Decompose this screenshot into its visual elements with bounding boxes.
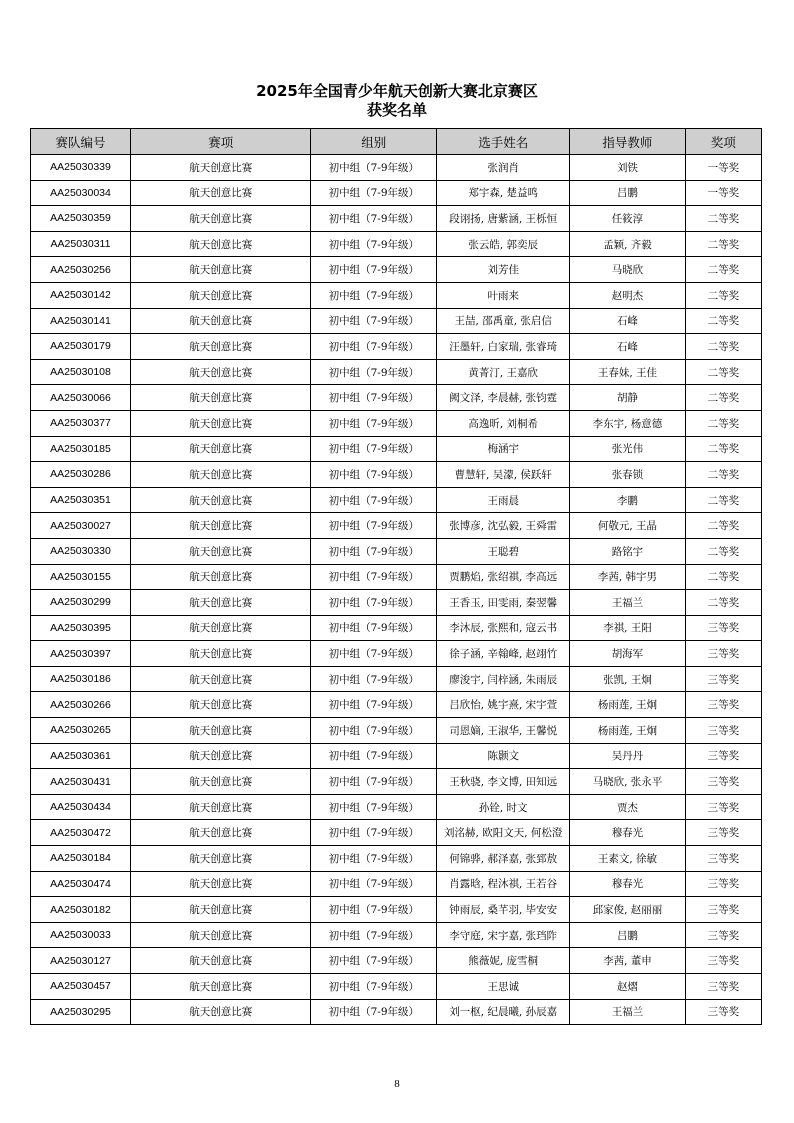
cell-event: 航天创意比赛 [131,666,311,692]
cell-team-id: AA25030474 [31,871,131,897]
cell-award: 二等奖 [685,359,761,385]
cell-players: 郑宇森, 楚益鸣 [437,180,570,206]
table-row [31,206,762,232]
cell-teacher: 吕鹏 [570,180,685,206]
cell-players: 高逸昕, 刘桐希 [437,410,570,436]
table-row [31,743,762,769]
cell-players: 叶雨来 [437,282,570,308]
cell-players: 张博彦, 沈弘毅, 王舜雷 [437,513,570,539]
document-subtitle: 获奖名单 [366,101,427,119]
cell-players: 刘一枢, 纪晨曦, 孙辰嘉 [437,999,570,1025]
cell-group: 初中组（7-9年级） [311,231,437,257]
cell-award: 二等奖 [685,385,761,411]
cell-award: 二等奖 [685,206,761,232]
cell-event: 航天创意比赛 [131,615,311,641]
cell-team-id: AA25030186 [31,666,131,692]
cell-team-id: AA25030141 [31,308,131,334]
cell-award: 二等奖 [685,462,761,488]
cell-teacher: 任筱淳 [570,206,685,232]
cell-players: 黄菁汀, 王嘉欣 [437,359,570,385]
cell-award: 三等奖 [685,974,761,1000]
cell-award: 三等奖 [685,743,761,769]
cell-players: 吕欣怡, 姚宇熹, 宋宇萱 [437,692,570,718]
cell-award: 三等奖 [685,897,761,923]
cell-award: 一等奖 [685,180,761,206]
cell-teacher: 赵熠 [570,974,685,1000]
table-row [31,359,762,385]
cell-teacher: 王福兰 [570,999,685,1025]
cell-players: 司恩嫡, 王淑华, 王馨悦 [437,718,570,744]
cell-group: 初中组（7-9年级） [311,794,437,820]
cell-event: 航天创意比赛 [131,999,311,1025]
table-row [31,897,762,923]
cell-group: 初中组（7-9年级） [311,308,437,334]
cell-group: 初中组（7-9年级） [311,334,437,360]
cell-team-id: AA25030457 [31,974,131,1000]
cell-award: 二等奖 [685,257,761,283]
table-row [31,410,762,436]
cell-event: 航天创意比赛 [131,743,311,769]
cell-event: 航天创意比赛 [131,155,311,181]
cell-players: 廖浚宇, 闫梓涵, 朱雨辰 [437,666,570,692]
cell-team-id: AA25030295 [31,999,131,1025]
cell-players: 段诩扬, 唐紫涵, 王栎恒 [437,206,570,232]
cell-group: 初中组（7-9年级） [311,922,437,948]
table-row [31,948,762,974]
table-row [31,615,762,641]
cell-players: 肖露晗, 程沐祺, 王若谷 [437,871,570,897]
cell-team-id: AA25030472 [31,820,131,846]
cell-event: 航天创意比赛 [131,590,311,616]
table-row [31,564,762,590]
cell-award: 三等奖 [685,794,761,820]
cell-group: 初中组（7-9年级） [311,564,437,590]
title-block [0,82,794,120]
cell-players: 陈颢文 [437,743,570,769]
cell-players: 李沐辰, 张熙和, 寇云书 [437,615,570,641]
cell-team-id: AA25030142 [31,282,131,308]
cell-players: 汪墨轩, 白家瑞, 张睿琦 [437,334,570,360]
table-row [31,385,762,411]
table-row [31,922,762,948]
cell-team-id: AA25030265 [31,718,131,744]
cell-team-id: AA25030256 [31,257,131,283]
cell-award: 三等奖 [685,615,761,641]
cell-group: 初中组（7-9年级） [311,692,437,718]
cell-group: 初中组（7-9年级） [311,180,437,206]
cell-teacher: 李茜, 韩宇男 [570,564,685,590]
cell-group: 初中组（7-9年级） [311,462,437,488]
cell-event: 航天创意比赛 [131,769,311,795]
cell-event: 航天创意比赛 [131,334,311,360]
table-row [31,513,762,539]
cell-players: 徐子涵, 辛翰峰, 赵翊竹 [437,641,570,667]
cell-event: 航天创意比赛 [131,206,311,232]
cell-award: 二等奖 [685,487,761,513]
cell-event: 航天创意比赛 [131,794,311,820]
cell-players: 王聪碧 [437,538,570,564]
cell-group: 初中组（7-9年级） [311,871,437,897]
table-row [31,308,762,334]
cell-event: 航天创意比赛 [131,641,311,667]
cell-event: 航天创意比赛 [131,820,311,846]
cell-group: 初中组（7-9年级） [311,948,437,974]
cell-award: 二等奖 [685,538,761,564]
cell-teacher: 李东宇, 杨意德 [570,410,685,436]
table-row [31,231,762,257]
cell-award: 三等奖 [685,922,761,948]
cell-event: 航天创意比赛 [131,410,311,436]
header-event: 赛项 [131,129,311,155]
cell-teacher: 杨雨莲, 王炯 [570,692,685,718]
cell-group: 初中组（7-9年级） [311,436,437,462]
cell-players: 梅涵宇 [437,436,570,462]
cell-award: 二等奖 [685,410,761,436]
cell-event: 航天创意比赛 [131,692,311,718]
cell-event: 航天创意比赛 [131,436,311,462]
cell-event: 航天创意比赛 [131,564,311,590]
cell-event: 航天创意比赛 [131,308,311,334]
cell-event: 航天创意比赛 [131,180,311,206]
cell-teacher: 吴丹丹 [570,743,685,769]
table-row [31,257,762,283]
cell-team-id: AA25030108 [31,359,131,385]
cell-team-id: AA25030397 [31,641,131,667]
header-players: 选手姓名 [437,129,570,155]
cell-group: 初中组（7-9年级） [311,206,437,232]
cell-teacher: 胡海军 [570,641,685,667]
cell-group: 初中组（7-9年级） [311,846,437,872]
cell-award: 三等奖 [685,692,761,718]
cell-group: 初中组（7-9年级） [311,897,437,923]
cell-group: 初中组（7-9年级） [311,410,437,436]
cell-teacher: 王福兰 [570,590,685,616]
cell-group: 初中组（7-9年级） [311,282,437,308]
cell-group: 初中组（7-9年级） [311,743,437,769]
cell-teacher: 赵明杰 [570,282,685,308]
cell-group: 初中组（7-9年级） [311,718,437,744]
cell-team-id: AA25030431 [31,769,131,795]
cell-teacher: 王素文, 徐敏 [570,846,685,872]
table-row [31,641,762,667]
cell-award: 二等奖 [685,231,761,257]
cell-players: 王秋骁, 李文博, 田知远 [437,769,570,795]
cell-group: 初中组（7-9年级） [311,155,437,181]
cell-event: 航天创意比赛 [131,922,311,948]
cell-award: 三等奖 [685,846,761,872]
cell-event: 航天创意比赛 [131,948,311,974]
cell-team-id: AA25030182 [31,897,131,923]
header-team-id: 赛队编号 [31,129,131,155]
cell-group: 初中组（7-9年级） [311,615,437,641]
cell-group: 初中组（7-9年级） [311,359,437,385]
cell-team-id: AA25030034 [31,180,131,206]
cell-award: 二等奖 [685,513,761,539]
cell-event: 航天创意比赛 [131,513,311,539]
cell-players: 王香玉, 田雯雨, 秦翌馨 [437,590,570,616]
cell-group: 初中组（7-9年级） [311,641,437,667]
cell-team-id: AA25030351 [31,487,131,513]
table-row [31,282,762,308]
table-row [31,974,762,1000]
cell-event: 航天创意比赛 [131,871,311,897]
cell-teacher: 何敬元, 王晶 [570,513,685,539]
table-row [31,794,762,820]
cell-award: 二等奖 [685,282,761,308]
cell-teacher: 路铭宇 [570,538,685,564]
cell-teacher: 王春妹, 王佳 [570,359,685,385]
cell-team-id: AA25030184 [31,846,131,872]
cell-event: 航天创意比赛 [131,487,311,513]
cell-players: 王雨晨 [437,487,570,513]
cell-teacher: 邱家俊, 赵丽丽 [570,897,685,923]
table-row [31,692,762,718]
table-row [31,538,762,564]
cell-group: 初中组（7-9年级） [311,666,437,692]
cell-teacher: 吕鹏 [570,922,685,948]
cell-team-id: AA25030377 [31,410,131,436]
cell-team-id: AA25030179 [31,334,131,360]
cell-players: 阙文泽, 李晨赫, 张钧霆 [437,385,570,411]
cell-team-id: AA25030127 [31,948,131,974]
cell-teacher: 马晓欣, 张永平 [570,769,685,795]
cell-teacher: 贾杰 [570,794,685,820]
cell-event: 航天创意比赛 [131,538,311,564]
cell-group: 初中组（7-9年级） [311,820,437,846]
table-row [31,999,762,1025]
document-title: 2025年全国青少年航天创新大赛北京赛区 [256,82,538,100]
cell-award: 三等奖 [685,641,761,667]
cell-players: 刘洺赫, 欧阳文天, 何松澄 [437,820,570,846]
cell-players: 贾鹏焰, 张绍祺, 李高远 [437,564,570,590]
cell-teacher: 张凯, 王炯 [570,666,685,692]
table-row [31,180,762,206]
cell-award: 一等奖 [685,155,761,181]
cell-team-id: AA25030286 [31,462,131,488]
cell-award: 三等奖 [685,718,761,744]
cell-teacher: 孟颖, 齐毅 [570,231,685,257]
cell-award: 二等奖 [685,564,761,590]
cell-event: 航天创意比赛 [131,359,311,385]
cell-group: 初中组（7-9年级） [311,974,437,1000]
cell-group: 初中组（7-9年级） [311,385,437,411]
cell-event: 航天创意比赛 [131,257,311,283]
table-row [31,436,762,462]
cell-players: 钟雨辰, 桑芊羽, 毕安安 [437,897,570,923]
cell-team-id: AA25030033 [31,922,131,948]
cell-team-id: AA25030027 [31,513,131,539]
cell-teacher: 李祺, 王阳 [570,615,685,641]
cell-players: 熊薇妮, 庞雪桐 [437,948,570,974]
cell-teacher: 穆春光 [570,871,685,897]
cell-award: 三等奖 [685,871,761,897]
cell-award: 二等奖 [685,334,761,360]
header-group: 组别 [311,129,437,155]
table-row [31,462,762,488]
page-number: 8 [394,1078,400,1090]
cell-event: 航天创意比赛 [131,231,311,257]
cell-players: 孙铨, 时文 [437,794,570,820]
cell-event: 航天创意比赛 [131,846,311,872]
cell-players: 曹慧轩, 吴濛, 侯跃轩 [437,462,570,488]
header-teacher: 指导教师 [570,129,685,155]
table-header-row [31,129,762,155]
cell-players: 刘芳佳 [437,257,570,283]
cell-teacher: 张光伟 [570,436,685,462]
cell-group: 初中组（7-9年级） [311,538,437,564]
cell-team-id: AA25030330 [31,538,131,564]
cell-group: 初中组（7-9年级） [311,769,437,795]
cell-players: 王喆, 邵禹童, 张启信 [437,308,570,334]
cell-event: 航天创意比赛 [131,282,311,308]
cell-teacher: 石峰 [570,334,685,360]
cell-team-id: AA25030299 [31,590,131,616]
cell-event: 航天创意比赛 [131,462,311,488]
table-row [31,820,762,846]
cell-award: 三等奖 [685,948,761,974]
cell-team-id: AA25030185 [31,436,131,462]
cell-award: 三等奖 [685,666,761,692]
cell-group: 初中组（7-9年级） [311,487,437,513]
cell-team-id: AA25030434 [31,794,131,820]
cell-award: 二等奖 [685,308,761,334]
cell-team-id: AA25030361 [31,743,131,769]
cell-players: 李守庭, 宋宇嘉, 张珰阼 [437,922,570,948]
cell-teacher: 胡静 [570,385,685,411]
table-row [31,846,762,872]
cell-players: 张润肖 [437,155,570,181]
table-row [31,871,762,897]
cell-award: 三等奖 [685,820,761,846]
cell-award: 二等奖 [685,436,761,462]
cell-group: 初中组（7-9年级） [311,513,437,539]
cell-teacher: 李鹏 [570,487,685,513]
cell-teacher: 马晓欣 [570,257,685,283]
table-row [31,155,762,181]
cell-players: 何锦骅, 郝泽嘉, 张郅敖 [437,846,570,872]
table-row [31,718,762,744]
cell-teacher: 刘铁 [570,155,685,181]
cell-group: 初中组（7-9年级） [311,257,437,283]
table-body [31,155,762,1025]
cell-players: 王思诚 [437,974,570,1000]
cell-group: 初中组（7-9年级） [311,590,437,616]
table-row [31,666,762,692]
cell-players: 张云皓, 郭奕辰 [437,231,570,257]
header-award: 奖项 [685,129,761,155]
cell-award: 二等奖 [685,590,761,616]
cell-award: 三等奖 [685,999,761,1025]
cell-teacher: 张春锁 [570,462,685,488]
cell-teacher: 李茜, 董申 [570,948,685,974]
cell-event: 航天创意比赛 [131,897,311,923]
cell-team-id: AA25030066 [31,385,131,411]
table-row [31,487,762,513]
cell-event: 航天创意比赛 [131,385,311,411]
cell-team-id: AA25030155 [31,564,131,590]
cell-team-id: AA25030395 [31,615,131,641]
cell-award: 三等奖 [685,769,761,795]
award-table [30,128,762,1025]
cell-team-id: AA25030359 [31,206,131,232]
cell-team-id: AA25030266 [31,692,131,718]
cell-group: 初中组（7-9年级） [311,999,437,1025]
cell-team-id: AA25030339 [31,155,131,181]
table-row [31,590,762,616]
cell-team-id: AA25030311 [31,231,131,257]
cell-teacher: 石峰 [570,308,685,334]
cell-teacher: 杨雨莲, 王炯 [570,718,685,744]
table-row [31,769,762,795]
table-row [31,334,762,360]
cell-teacher: 穆春光 [570,820,685,846]
cell-event: 航天创意比赛 [131,718,311,744]
cell-event: 航天创意比赛 [131,974,311,1000]
